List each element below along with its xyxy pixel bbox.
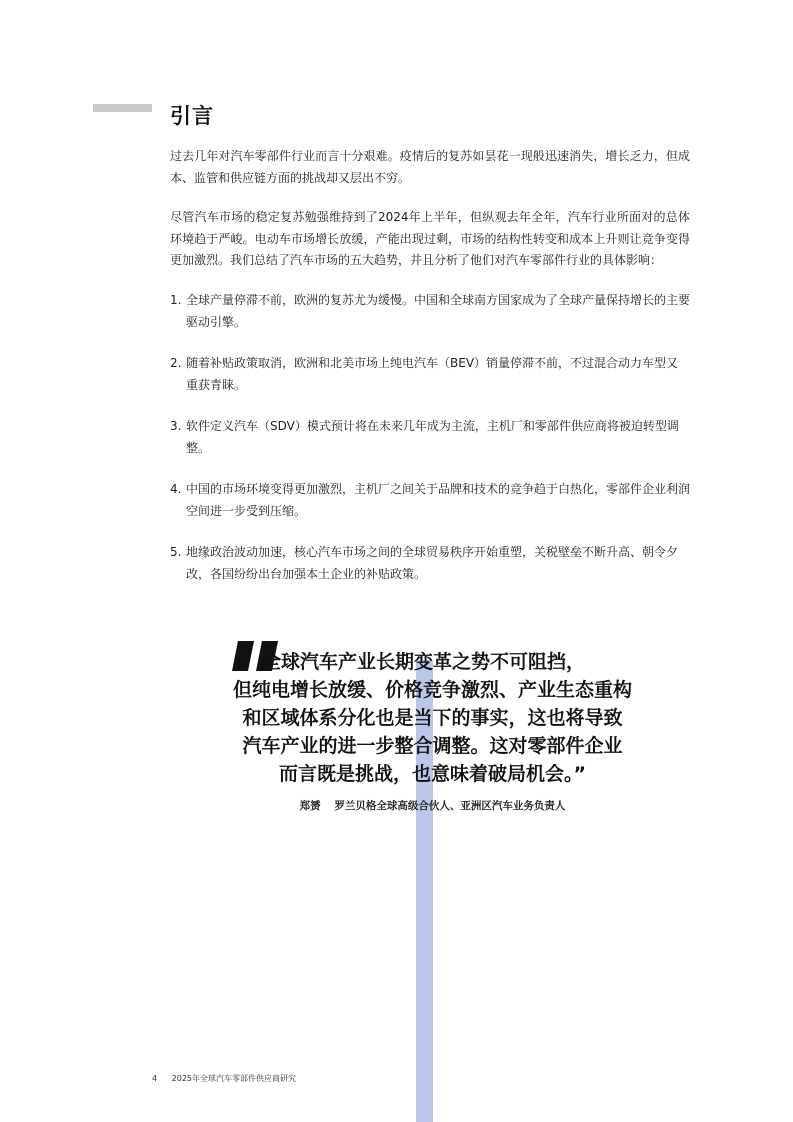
page-footer [152,1073,296,1084]
quote-line: 全球汽车产业长期变革之势不可阻挡， [262,651,586,673]
list-item-number: 1. [170,293,182,307]
quote-line: 汽车产业的进一步整合调整。这对零部件企业 [242,735,623,757]
list-item [170,416,690,459]
quote-attribution [200,798,665,813]
list-item [170,353,690,396]
quote-line: 但纯电增长放缓、价格竞争激烈、产业生态重构 [232,679,632,701]
report-title: 2025年全球汽车零部件供应商研究 [171,1074,296,1083]
list-item-text: 中国的市场环境变得更加激烈，主机厂之间关于品牌和技术的竞争趋于白热化，零部件企业利润空间进一步受到压缩。 [186,482,691,518]
quote-line: 而言既是挑战，也意味着破局机会。” [279,763,586,785]
intro-paragraph-1: 过去几年对汽车零部件行业而言十分艰难。疫情后的复苏如昙花一现般迅速消失，增长乏力，但成本、监管和供应链方面的挑战却又层出不穷。 [170,149,690,185]
author-name: 郑赟 [299,800,321,812]
page-title: 引言 [170,104,214,128]
list-item-text: 地缘政治波动加速，核心汽车市场之间的全球贸易秩序开始重塑，关税壁垒不断升高、朝令夕改，各国纷纷出台加强本土企业的补贴政策。 [186,545,679,581]
trends-list [170,290,690,605]
list-item-number: 4. [170,482,182,496]
list-item [170,542,690,585]
list-item-text: 全球产量停滞不前，欧洲的复苏尤为缓慢。中国和全球南方国家成为了全球产量保持增长的主要驱动引擎。 [186,293,691,329]
author-title: 罗兰贝格全球高级合伙人、亚洲区汽车业务负责人 [334,800,566,812]
list-item [170,479,690,522]
list-item-number: 3. [170,419,182,433]
title-accent-bar [93,104,152,112]
list-item [170,290,690,333]
intro-paragraph-2: 尽管汽车市场的稳定复苏勉强维持到了2024年上半年，但纵观去年全年，汽车行业所面对的总体环境趋于严峻。电动车市场增长放缓，产能出现过剩，市场的结构性转变和成本上升则让竞争变得更加激烈。我们总结了汽车市场的五大趋势，并且分析了他们对汽车零部件行业的具体影响： [170,210,690,267]
page-number: 4 [152,1074,158,1083]
list-item-text: 随着补贴政策取消，欧洲和北美市场上纯电汽车（BEV）销量停滞不前，不过混合动力车型又重获青睐。 [186,356,679,392]
list-item-number: 2. [170,356,182,370]
list-item-number: 5. [170,545,182,559]
quote-line: 和区域体系分化也是当下的事实，这也将导致 [242,707,623,729]
pull-quote [200,648,665,788]
list-item-text: 软件定义汽车（SDV）模式预计将在未来几年成为主流，主机厂和零部件供应商将被迫转型调整。 [186,419,679,455]
